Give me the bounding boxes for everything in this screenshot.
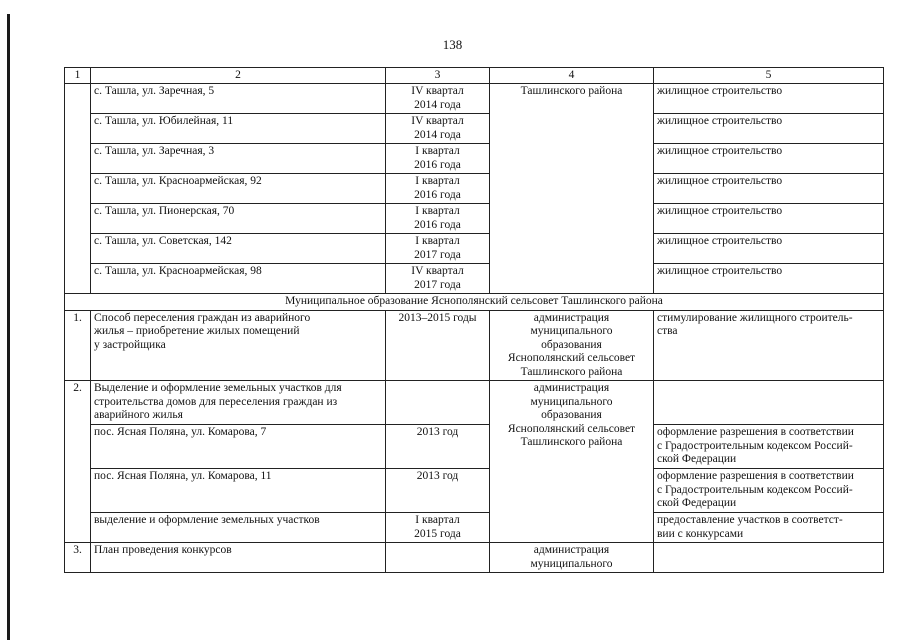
result-cell: предоставление участков в соответст- вии с конкурсами bbox=[654, 513, 884, 543]
table-row bbox=[65, 381, 884, 425]
program-table bbox=[64, 67, 884, 573]
address-cell: с. Ташла, ул. Юбилейная, 11 bbox=[91, 114, 386, 144]
term-cell: I квартал 2016 года bbox=[386, 204, 490, 234]
section-title: Муниципальное образование Яснополянский сельсовет Ташлинского района bbox=[65, 294, 884, 311]
result-cell: жилищное строительство bbox=[654, 204, 884, 234]
table-row bbox=[65, 204, 884, 234]
term-cell-empty bbox=[386, 381, 490, 425]
item-number: 3. bbox=[65, 543, 91, 573]
term-cell: 2013–2015 годы bbox=[386, 310, 490, 381]
address-cell: с. Ташла, ул. Пионерская, 70 bbox=[91, 204, 386, 234]
sub-item-text: пос. Ясная Поляна, ул. Комарова, 11 bbox=[91, 469, 386, 513]
header-cell: 4 bbox=[490, 68, 654, 84]
header-row bbox=[65, 68, 884, 84]
table-row bbox=[65, 543, 884, 573]
table-row bbox=[65, 234, 884, 264]
number-cell-empty bbox=[65, 84, 91, 294]
address-cell: с. Ташла, ул. Заречная, 3 bbox=[91, 144, 386, 174]
item-number: 2. bbox=[65, 381, 91, 543]
table-row bbox=[65, 513, 884, 543]
address-cell: с. Ташла, ул. Красноармейская, 92 bbox=[91, 174, 386, 204]
table-row bbox=[65, 310, 884, 381]
table-row bbox=[65, 469, 884, 513]
responsible-cell: администрация муниципального bbox=[490, 543, 654, 573]
section-header-row bbox=[65, 294, 884, 311]
result-cell: оформление разрешения в соответствии с Градостроительным кодексом Россий- ской Федерации bbox=[654, 425, 884, 469]
item-number: 1. bbox=[65, 310, 91, 381]
header-cell: 2 bbox=[91, 68, 386, 84]
term-cell: I квартал 2016 года bbox=[386, 174, 490, 204]
term-cell: IV квартал 2014 года bbox=[386, 114, 490, 144]
item-text: План проведения конкурсов bbox=[91, 543, 386, 573]
table-row bbox=[65, 84, 884, 114]
result-cell: жилищное строительство bbox=[654, 174, 884, 204]
item-text: Выделение и оформление земельных участков для строительства домов для переселения граждан из аварийного жилья bbox=[91, 381, 386, 425]
result-cell: жилищное строительство bbox=[654, 144, 884, 174]
address-cell: с. Ташла, ул. Советская, 142 bbox=[91, 234, 386, 264]
sub-item-text: пос. Ясная Поляна, ул. Комарова, 7 bbox=[91, 425, 386, 469]
term-cell: 2013 год bbox=[386, 469, 490, 513]
header-cell: 3 bbox=[386, 68, 490, 84]
result-cell-empty bbox=[654, 381, 884, 425]
table-row bbox=[65, 174, 884, 204]
header-cell: 1 bbox=[65, 68, 91, 84]
result-cell: стимулирование жилищного строитель- ства bbox=[654, 310, 884, 381]
result-cell: жилищное строительство bbox=[654, 264, 884, 294]
term-cell: IV квартал 2014 года bbox=[386, 84, 490, 114]
responsible-cell: Ташлинского района bbox=[490, 84, 654, 294]
term-cell: I квартал 2016 года bbox=[386, 144, 490, 174]
term-cell bbox=[386, 543, 490, 573]
result-cell: жилищное строительство bbox=[654, 114, 884, 144]
result-cell: жилищное строительство bbox=[654, 84, 884, 114]
responsible-cell: администрация муниципального образования Яснополянский сельсовет Ташлинского района bbox=[490, 310, 654, 381]
term-cell: I квартал 2015 года bbox=[386, 513, 490, 543]
result-cell: жилищное строительство bbox=[654, 234, 884, 264]
table-row bbox=[65, 425, 884, 469]
address-cell: с. Ташла, ул. Красноармейская, 98 bbox=[91, 264, 386, 294]
header-cell: 5 bbox=[654, 68, 884, 84]
responsible-cell: администрация муниципального образования Яснополянский сельсовет Ташлинского района bbox=[490, 381, 654, 543]
result-cell bbox=[654, 543, 884, 573]
table-row bbox=[65, 114, 884, 144]
item-text: Способ переселения граждан из аварийного жилья – приобретение жилых помещений у застройщика bbox=[91, 310, 386, 381]
term-cell: 2013 год bbox=[386, 425, 490, 469]
sub-item-text: выделение и оформление земельных участков bbox=[91, 513, 386, 543]
term-cell: I квартал 2017 года bbox=[386, 234, 490, 264]
term-cell: IV квартал 2017 года bbox=[386, 264, 490, 294]
page-number: 138 bbox=[442, 37, 463, 52]
table-row bbox=[65, 144, 884, 174]
address-cell: с. Ташла, ул. Заречная, 5 bbox=[91, 84, 386, 114]
scan-edge-bar bbox=[7, 14, 10, 640]
result-cell: оформление разрешения в соответствии с Градостроительным кодексом Россий- ской Федерации bbox=[654, 469, 884, 513]
table-row bbox=[65, 264, 884, 294]
